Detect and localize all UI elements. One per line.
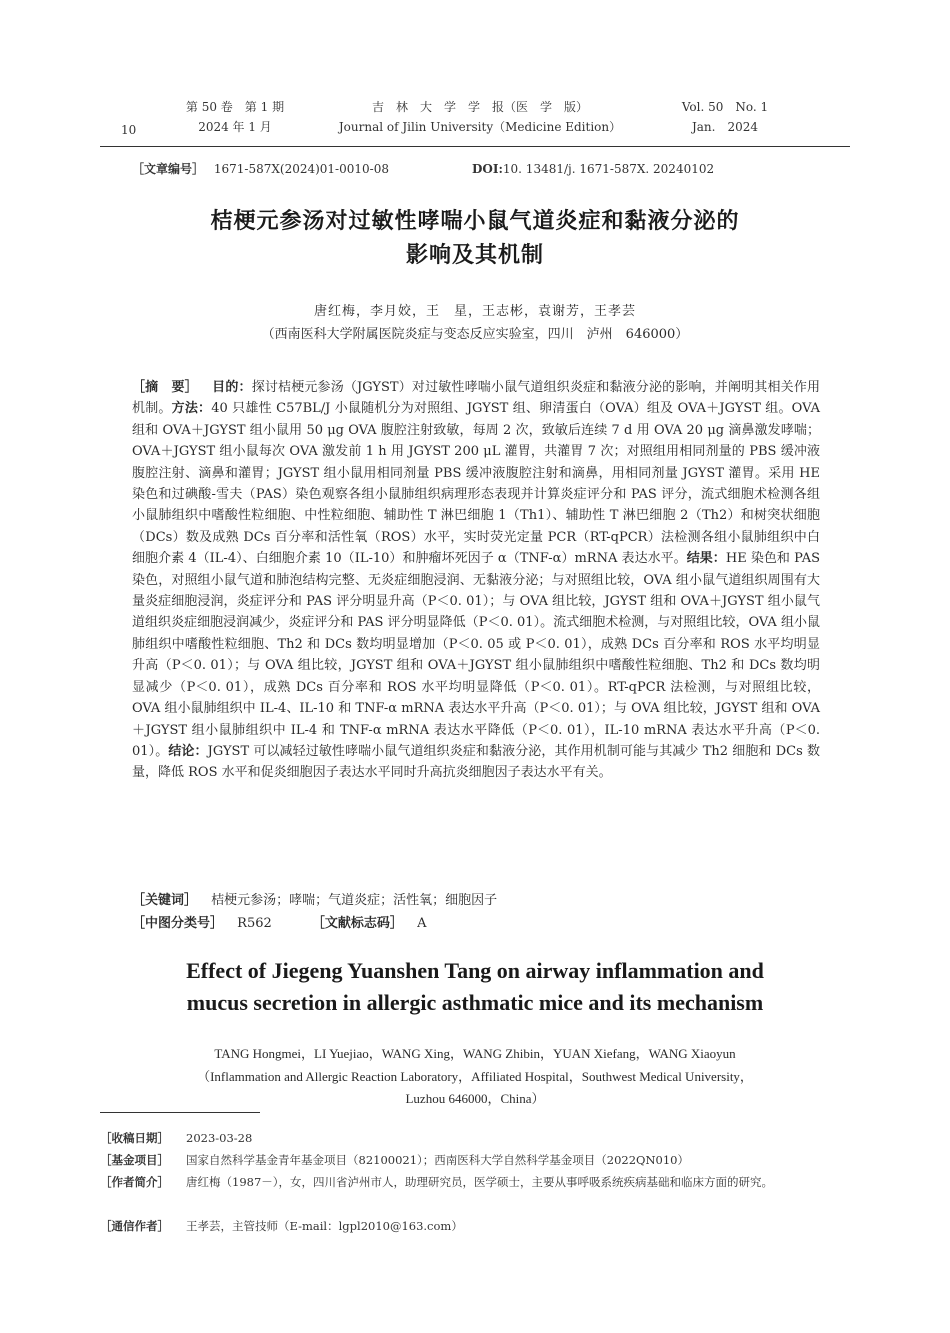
footnote-fund — [100, 1150, 850, 1170]
page-number: 10 — [121, 123, 137, 137]
title-en-line1: Effect of Jiegeng Yuanshen Tang on airway inflammation and — [186, 958, 764, 983]
header-volume-cn — [165, 97, 305, 137]
journal-name-en: Journal of Jilin University（Medicine Edition） — [338, 120, 622, 134]
conclusion-label: 结论： — [168, 743, 208, 759]
corresponding-value: 王孝芸，主管技师（E-mail：lgpl2010@163.com） — [186, 1219, 463, 1233]
results-label: 结果： — [686, 551, 726, 567]
date-en: Jan. 2024 — [691, 120, 759, 134]
affiliation-en-line1: （Inflammation and Allergic Reaction Laboratory，Affiliated Hospital，Southwest Medical University， — [197, 1069, 753, 1084]
authors-cn: 唐红梅，李月姣，王 星，王志彬，袁谢芳，王孝芸 — [313, 304, 636, 319]
conclusion-text: JGYST 可以减轻过敏性哮喘小鼠气道组织炎症和黏液分泌，其作用机制可能与其减少 Th2 细胞和 DCs 数量，降低 ROS 水平和促炎细胞因子表达水平同时升高抗炎细胞因子表达水平有关。 — [132, 743, 820, 781]
abstract-cn — [132, 377, 820, 784]
doc-code-label: ［文献标志码］ — [311, 916, 403, 931]
author-bio-label: ［作者简介］ — [100, 1175, 169, 1189]
article-number — [132, 160, 389, 178]
title-cn-line2: 影响及其机制 — [405, 243, 544, 268]
doc-code-value: A — [417, 916, 427, 931]
title-cn-line1: 桔梗元参汤对过敏性哮喘小鼠气道炎症和黏液分泌的 — [210, 209, 740, 234]
footnote-author — [100, 1172, 850, 1192]
date-cn: 2024 年 1 月 — [198, 120, 272, 134]
affiliation-en — [100, 1066, 850, 1110]
keywords — [132, 890, 497, 911]
title-en-line2: mucus secretion in allergic asthmatic mice and its mechanism — [186, 990, 764, 1015]
header-journal — [330, 97, 630, 137]
received-label: ［收稿日期］ — [100, 1131, 169, 1145]
header-volume-en — [660, 97, 790, 137]
title-cn — [100, 205, 850, 273]
results-text: HE 染色和 PAS 染色，对照组小鼠气道和肺泡结构完整、无炎症细胞浸润、无黏液分泌；与对照组比较，OVA 组小鼠气道组织周围有大量炎症细胞浸润，炎症评分和 PAS 评分明显升高（P＜0. 01）；与 OVA 组比较，JGYST 组和 OVA＋JGYST 组小鼠气道组织炎症细胞浸润减少，炎症评分和 PAS 评分明显降低（P＜0. 01）。流式细胞术检测，与对照组比较，OVA 组小鼠肺组织中嗜酸性粒细胞、Th2 和 DCs 数均明显增加（P＜0. 05 或 P＜0. 01），成熟 DCs 百分率和 ROS 水平均明显升高（P＜0. 01）；与 OVA 组比较，JGYST 组和 OVA＋JGYST 组小鼠肺组织中嗜酸性粒细胞、Th2 和 DCs 数均明显减少（P＜0. 01），成熟 DCs 百分率和 ROS 水平均明显降低（P＜0. 01）。RT-qPCR 法检测，与对照组比较，OVA 组小鼠肺组织中 IL-4、IL-10 和 TNF-α mRNA 表达水平升高（P＜0. 01）；与 OVA 组比较，JGYST 组和 OVA＋JGYST 组小鼠肺组织中 IL-4 和 TNF-α mRNA 表达水平降低（P＜0. 01），IL-10 mRNA 表达水平升高（P＜0. 01）。 — [132, 551, 820, 759]
article-number-value: 1671-587X(2024)01-0010-08 — [213, 162, 389, 176]
footnote-corresponding — [100, 1216, 850, 1236]
volume-issue-cn: 第 50 卷 第 1 期 — [185, 100, 285, 114]
affiliation-cn: （西南医科大学附属医院炎症与变态反应实验室，四川 泸州 646000） — [261, 327, 689, 342]
clc-label: ［中图分类号］ — [132, 916, 224, 931]
header-rule — [100, 146, 850, 147]
affiliation-en-line2: Luzhou 646000，China） — [405, 1091, 545, 1106]
classification — [132, 913, 426, 934]
author-bio-value: 唐红梅（1987－），女，四川省泸州市人，助理研究员，医学硕士，主要从事呼吸系统疾病基础和临床方面的研究。 — [186, 1175, 774, 1189]
doi — [472, 160, 714, 178]
objective-label: 目的： — [212, 380, 252, 395]
methods-text: 40 只雄性 C57BL/J 小鼠随机分为对照组、JGYST 组、卵清蛋白（OVA）组及 OVA＋JGYST 组。OVA 组和 OVA＋JGYST 组小鼠用 50 μg OVA 腹腔注射致敏，每周 2 次，致敏后连续 7 d 用 OVA 20 μg 滴鼻激发哮喘；OVA＋JGYST 组小鼠每次 OVA 激发前 1 h 用 JGYST 200 μL 灌胃，共灌胃 7 次；对照组用相同剂量的 PBS 缓冲液腹腔注射、滴鼻和灌胃；JGYST 组小鼠用相同剂量 PBS 缓冲液腹腔注射和滴鼻，用相同剂量 JGYST 灌胃。采用 HE 染色和过碘酸-雪夫（PAS）染色观察各组小鼠肺组织病理形态表现并计算炎症评分和 PAS 评分，流式细胞术检测各组小鼠肺组织中嗜酸性粒细胞、中性粒细胞、辅助性 T 淋巴细胞 1（Th1）、辅助性 T 淋巴细胞 2（Th2）和树突状细胞（DCs）数及成熟 DCs 百分率和活性氧（ROS）水平，实时荧光定量 PCR（RT-qPCR）法检测各组小鼠肺组织中白细胞介素 4（IL-4）、白细胞介素 10（IL-10）和肿瘤坏死因子 α（TNF-α）mRNA 表达水平。 — [132, 401, 820, 567]
doi-label: DOI: — [472, 162, 503, 176]
footnote-rule — [100, 1112, 260, 1113]
received-value: 2023-03-28 — [186, 1131, 253, 1145]
authors-en: TANG Hongmei，LI Yuejiao，WANG Xing，WANG Zhibin，YUAN Xiefang，WANG Xiaoyun — [214, 1046, 736, 1061]
journal-name-cn: 吉 林 大 学 学 报（医 学 版） — [371, 100, 588, 114]
fund-value: 国家自然科学基金青年基金项目（82100021）；西南医科大学自然科学基金项目（2022QN010） — [186, 1153, 689, 1167]
fund-label: ［基金项目］ — [100, 1153, 169, 1167]
title-en — [100, 955, 850, 1019]
volume-issue-en: Vol. 50 No. 1 — [681, 100, 769, 114]
clc-value: R562 — [237, 916, 272, 931]
methods-label: 方法： — [171, 401, 212, 417]
doi-value: 10. 13481/j. 1671-587X. 20240102 — [502, 162, 715, 176]
abstract-label: ［摘 要］ — [132, 380, 198, 395]
keywords-label: ［关键词］ — [132, 893, 198, 908]
corresponding-label: ［通信作者］ — [100, 1219, 169, 1233]
footnote-received — [100, 1128, 850, 1148]
article-number-label: ［文章编号］ — [132, 162, 205, 176]
keywords-text: 桔梗元参汤；哮喘；气道炎症；活性氧；细胞因子 — [211, 893, 498, 908]
objective-text: 探讨桔梗元参汤（JGYST）对过敏性哮喘小鼠气道组织炎症和黏液分泌的影响，并阐明其相关作用机制。 — [132, 380, 820, 417]
